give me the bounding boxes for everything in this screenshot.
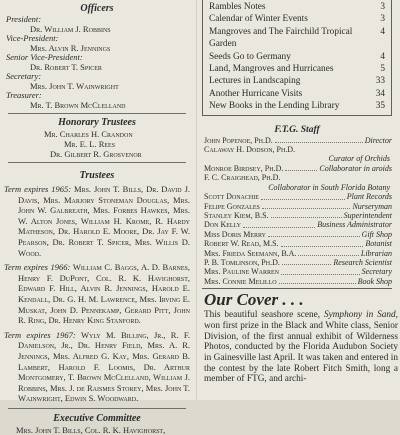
- officer-name: Mr. T. Brown McClelland: [30, 99, 126, 110]
- staff-row: [202, 145, 392, 154]
- contents-title: Rambles Notes: [209, 2, 266, 12]
- staff-role: Book Shop: [357, 276, 392, 286]
- staff-row: [202, 220, 392, 229]
- divider: [8, 408, 186, 409]
- dot-leader: [268, 230, 360, 237]
- staff-title-continued: Curator of Orchids: [328, 154, 390, 164]
- contents-page: 3: [380, 2, 385, 12]
- cover-photo-title: Symphony in Sand: [323, 310, 396, 321]
- contents-page: 35: [375, 101, 385, 112]
- officer-role: Senior Vice-President:: [6, 52, 83, 62]
- cover-heading: Our Cover . . .: [204, 290, 304, 310]
- dot-leader: [243, 220, 315, 227]
- staff-box: [202, 124, 392, 290]
- officer-name: Dr. Robert T. Spicer: [30, 61, 102, 72]
- officer-name: Mrs. John T. Wainwright: [30, 80, 119, 91]
- staff-role: Director: [364, 135, 392, 145]
- trustee-term-block: [4, 184, 190, 258]
- staff-row: [202, 202, 392, 211]
- contents-row: [209, 1, 385, 13]
- staff-role: Research Scientist: [333, 257, 392, 267]
- staff-role: Plant Records: [346, 192, 392, 202]
- contents-page: 4: [380, 26, 385, 37]
- contents-title: Calendar of Winter Events: [209, 14, 308, 25]
- officers-list: [4, 15, 190, 110]
- staff-name: Monroe Birdsey, Ph.D.: [204, 163, 284, 173]
- trustee-names: Mrs. John T. Bills, Dr. David J. Davis, Mrs. Marjory Stoneman Douglas, Mrs. John W. Galbreath, Mrs. Forbes Hawkes, Mrs. W. Alton Jones, William H. Krome, R. Hardy Matheson, Dr. Harold E. Moore, Dr. Jay F. W. Pearson, Dr. Robert T. Spicer, Mrs. Willis D. Wood.: [18, 184, 190, 258]
- trustee-term-block: [4, 330, 190, 404]
- term-label: Term expires 1967:: [4, 329, 76, 340]
- left-column: [4, 0, 191, 435]
- staff-row: [202, 136, 392, 145]
- staff-name: Stanley Kiem, B.S.: [204, 210, 269, 220]
- staff-name: John Popenoe, Ph.D.: [204, 135, 273, 145]
- staff-name: Calaway H. Dodson, Ph.D.: [204, 145, 296, 155]
- cover-paragraph: [202, 309, 400, 385]
- contents-row: [209, 63, 385, 75]
- honorary-trustees-heading: Honorary Trustees: [58, 117, 136, 128]
- officer-name: Dr. William J. Robbins: [30, 23, 111, 34]
- staff-role: Nurseryman: [352, 201, 392, 211]
- staff-name: Don Kelly: [204, 220, 241, 230]
- divider: [8, 113, 186, 114]
- staff-title-continued: Collaborator in South Florida Botany: [268, 182, 390, 192]
- staff-list: [202, 136, 392, 287]
- executive-committee-heading: Executive Committee: [53, 412, 141, 424]
- dot-leader: [281, 239, 364, 246]
- staff-row: [202, 239, 392, 248]
- contents-row: [209, 75, 385, 87]
- officer-name: Mrs. Alvin R. Jennings: [30, 42, 111, 53]
- staff-row: [202, 249, 392, 258]
- trustees-list: [4, 184, 190, 404]
- staff-name: Mrs. Pauline Warren: [204, 267, 279, 277]
- officer-role: Secretary:: [6, 71, 42, 81]
- contents-box: [202, 0, 392, 116]
- dot-leader: [275, 136, 363, 143]
- staff-row: [202, 230, 392, 239]
- column-divider: [196, 0, 197, 400]
- contents-title: New Books in the Lending Library: [209, 101, 340, 112]
- staff-role: Superintendent: [343, 210, 392, 220]
- staff-name: Scott Donachie: [204, 192, 259, 202]
- staff-name: Robert W. Read, M.S.: [204, 239, 279, 249]
- contents-title: Mangroves and The Fairchild Tropical Garden: [209, 26, 353, 50]
- staff-row: [202, 211, 392, 220]
- contents-page: 5: [380, 64, 385, 75]
- trustee-names: William C. Baggs, A. D. Barnes, Henry F. DuPont, Col. R. K. Havighorst, Edward F. Hill, Alvin R. Jennings, Harold E. Kendall, Dr. G. H. M. Lawrence, Mrs. Irving E. Muskat, John D. Pennekamp, Gerard Pitt, John R. Ring, Dr. Henry King Stanford.: [18, 262, 191, 326]
- dot-leader: [262, 202, 351, 209]
- contents-row: [209, 88, 385, 100]
- staff-role: Collaborator in aroids: [319, 163, 392, 173]
- contents-title: Lectures in Landscaping: [209, 76, 301, 87]
- staff-role: Secretary: [361, 267, 392, 277]
- honorary-trustee: Dr. Gilbert R. Grosvenor: [50, 149, 142, 159]
- contents-page: 33: [375, 76, 385, 87]
- contents-title: Seeds Go to Germany: [209, 51, 291, 62]
- contents-row: [209, 13, 385, 25]
- staff-heading: F.T.G. Staff: [274, 124, 320, 135]
- officer-role: Vice-President:: [6, 33, 59, 43]
- staff-row: [202, 267, 392, 276]
- dot-leader: [279, 277, 356, 284]
- staff-row: [202, 192, 392, 201]
- dot-leader: [281, 267, 360, 274]
- dot-leader: [261, 192, 345, 199]
- cover-text-start: This beautiful seashore scene,: [204, 310, 324, 321]
- staff-row: [202, 164, 392, 173]
- staff-row: [202, 277, 392, 286]
- staff-role: Business Administrator: [317, 220, 392, 230]
- term-label: Term expires 1966:: [4, 262, 71, 273]
- honorary-trustee: Mr. E. L. Rees: [64, 139, 116, 149]
- divider: [202, 288, 392, 289]
- trustee-names: Wyly M. Billing, Jr., R. F. Danielson, Jr., Dr. Henry Field, Mrs. A. R. Jennings, Mrs. Alfred G. Kay, Mrs. Gerard B. Lambert, Harold F. Loomis, Dr. Arthur Montgomery, T. Brown McClelland, William J. Robbins, Mrs. J. de Raismes Storey, Mrs. John T. Wainwright, Edwin S. Woodward.: [18, 329, 191, 404]
- contents-title: Land, Mangroves and Hurricanes: [209, 64, 334, 75]
- dot-leader: [282, 258, 332, 265]
- trustee-term-block: [4, 262, 190, 326]
- staff-name: F. C. Craighead, Ph.D.: [204, 173, 281, 183]
- staff-name: P. B. Tomlinson, Ph.D.: [204, 257, 280, 267]
- dot-leader: [285, 164, 317, 171]
- staff-role: Botanist: [365, 239, 392, 249]
- divider: [8, 162, 186, 163]
- officer-role: President:: [6, 14, 42, 24]
- executive-committee-names: Mrs. John T. Bills, Col. R. K. Havighorst,: [16, 424, 166, 435]
- staff-name: Miss Doris Merry: [204, 229, 267, 239]
- right-column: [202, 0, 400, 400]
- staff-role: Librarian: [360, 248, 392, 258]
- staff-name: Mrs. Frieda Seemann, B.A.: [204, 248, 297, 258]
- contents-page: 34: [375, 88, 385, 99]
- staff-name: Mrs. Connie Melillo: [204, 276, 277, 286]
- contents-row: [209, 26, 385, 51]
- officer-role: Treasurer:: [6, 90, 42, 100]
- honorary-trustee: Mr. Charles H. Crandon: [44, 129, 133, 139]
- staff-name: Felipe Gonzales: [204, 201, 260, 211]
- contents-page: 4: [380, 51, 385, 62]
- staff-row: [202, 258, 392, 267]
- contents-title: Another Hurricane Visits: [209, 88, 303, 99]
- cover-text-rest: , won first prize in the Black and White class, Senior Division, of the first annual exhibit of Wilderness Photos, conducted by the Florida Audubon Society in Gainesville last April. It was taken and entered in the contest by the late Robert Fitch Smith, long a member of FTG, and archi-: [204, 310, 398, 385]
- contents-row: [209, 51, 385, 63]
- officers-heading: Officers: [80, 3, 114, 14]
- dot-leader: [271, 211, 342, 218]
- dot-leader: [298, 249, 358, 256]
- contents-page: 3: [380, 14, 385, 25]
- contents-row: [209, 100, 385, 112]
- staff-row: [202, 173, 392, 182]
- term-label: Term expires 1965:: [4, 184, 72, 194]
- staff-role: Gift Shop: [361, 229, 392, 239]
- trustees-heading: Trustees: [79, 170, 115, 181]
